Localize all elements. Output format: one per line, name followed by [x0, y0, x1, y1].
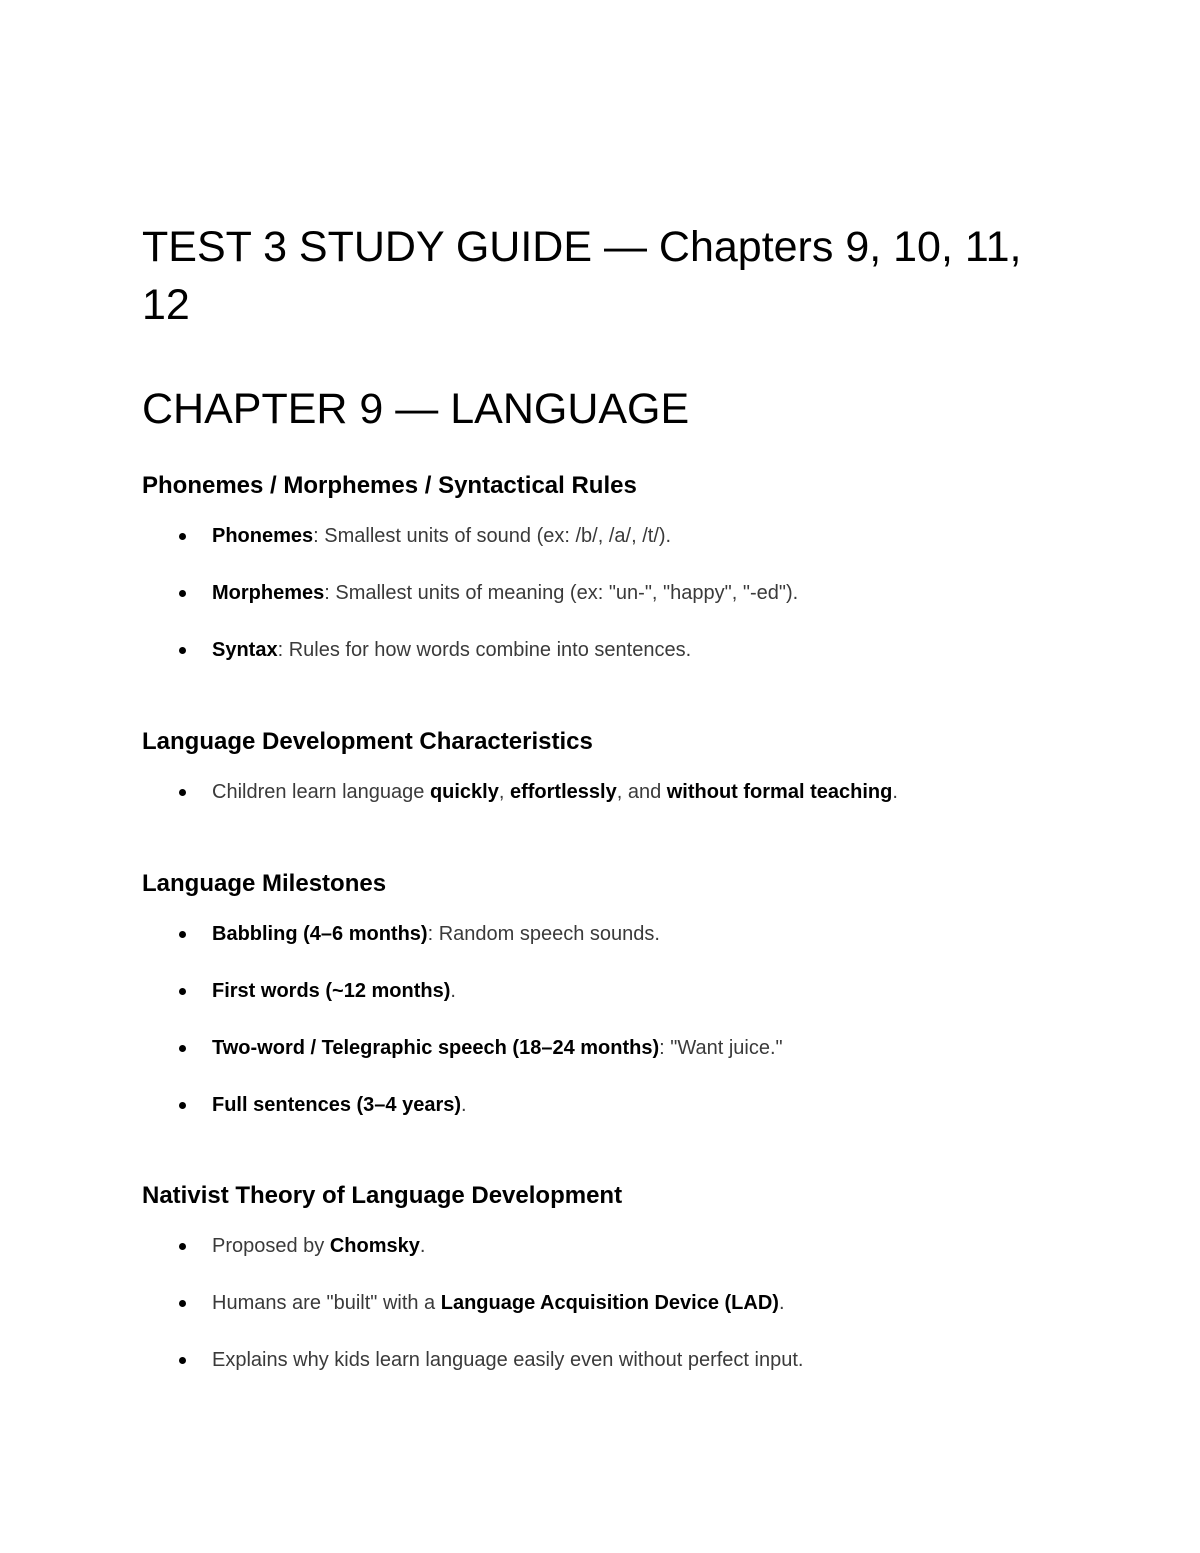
bullet-list	[142, 779, 1042, 805]
list-item: Humans are "built" with a Language Acquisition Device (LAD).	[142, 1290, 1042, 1316]
section-heading: Language Development Characteristics	[142, 728, 593, 755]
bullet-icon	[179, 1357, 186, 1364]
list-item: Babbling (4–6 months): Random speech sounds.	[142, 921, 1042, 947]
bullet-list	[142, 523, 1042, 663]
section-heading: Phonemes / Morphemes / Syntactical Rules	[142, 472, 637, 499]
bullet-icon	[179, 789, 186, 796]
list-item: First words (~12 months).	[142, 978, 1042, 1004]
section-phonemes-morphemes-syntax	[142, 471, 1042, 663]
section-language-development	[142, 727, 1042, 805]
list-item: Syntax: Rules for how words combine into sentences.	[142, 637, 1042, 663]
bullet-icon	[179, 1300, 186, 1307]
bullet-icon	[179, 1045, 186, 1052]
section-heading: Language Milestones	[142, 870, 387, 897]
bullet-list	[142, 921, 1042, 1118]
bullet-list	[142, 1233, 1042, 1373]
list-item: Morphemes: Smallest units of meaning (ex: "un-", "happy", "-ed").	[142, 580, 1042, 606]
bullet-icon	[179, 988, 186, 995]
bullet-icon	[179, 590, 186, 597]
bullet-icon	[179, 647, 186, 654]
bullet-icon	[179, 533, 186, 540]
bullet-icon	[179, 1102, 186, 1109]
section-language-milestones	[142, 869, 1042, 1118]
chapter-heading: CHAPTER 9 — LANGUAGE	[142, 385, 690, 433]
list-item: Proposed by Chomsky.	[142, 1233, 1042, 1259]
list-item: Explains why kids learn language easily even without perfect input.	[142, 1347, 1042, 1373]
section-heading: Nativist Theory of Language Development	[142, 1182, 623, 1209]
list-item: Two-word / Telegraphic speech (18–24 months): "Want juice."	[142, 1035, 1042, 1061]
list-item: Children learn language quickly, effortlessly, and without formal teaching.	[142, 779, 1042, 805]
document-title: TEST 3 STUDY GUIDE — Chapters 9, 10, 11, 12	[142, 223, 1022, 329]
bullet-icon	[179, 931, 186, 938]
list-item: Phonemes: Smallest units of sound (ex: /b/, /a/, /t/).	[142, 523, 1042, 549]
bullet-icon	[179, 1243, 186, 1250]
section-nativist-theory	[142, 1181, 1042, 1373]
list-item: Full sentences (3–4 years).	[142, 1092, 1042, 1118]
